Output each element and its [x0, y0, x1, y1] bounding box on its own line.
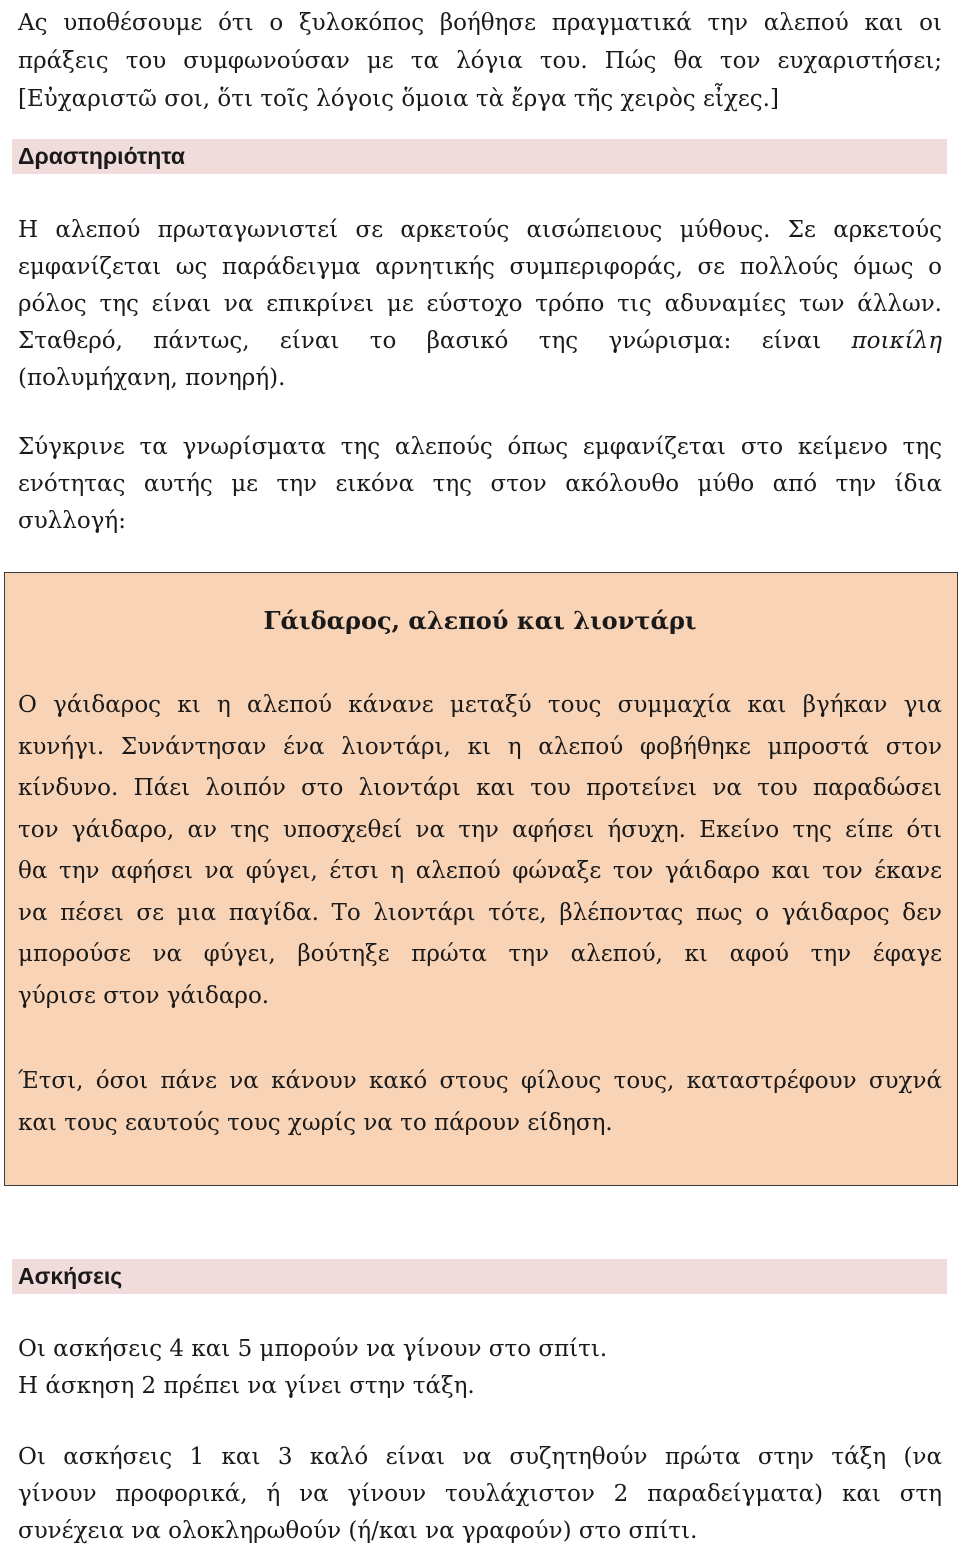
exercises-line: Η άσκηση 2 πρέπει να γίνει στην τάξη.	[18, 1373, 475, 1399]
activity-line: εμφανίζεται ως παράδειγμα αρνητικής συμπεριφοράς, σε πολλούς όμως ο	[18, 254, 942, 280]
activity-line: ενότητας αυτής με την εικόνα της στον ακόλουθο μύθο από την ίδια	[18, 471, 942, 497]
activity-line: συλλογή:	[18, 508, 126, 534]
fable-line: τον γάιδαρο, αν της υποσχεθεί να την αφήσει ήσυχη. Εκείνο της είπε ότι	[18, 816, 942, 843]
fable-line: μπορούσε να φύγει, βούτηξε πρώτα την αλεπού, κι αφού την έφαγε	[18, 941, 942, 967]
emphasis-word: ποικίλη	[851, 328, 942, 354]
fable-title: Γάιδαρος, αλεπού και λιοντάρι	[263, 606, 697, 635]
activity-line: (πολυμήχανη, πονηρή).	[18, 365, 286, 391]
activity-line-text: Σταθερό, πάντως, είναι το βασικό της γνώρισμα: είναι	[18, 328, 852, 354]
intro-line-greek-quote: [Εὐχαριστῶ σοι, ὅτι τοῖς λόγοις ὅμοια τὰ ἔργα τῆς χειρὸς εἶχες.]	[18, 86, 779, 112]
activity-heading	[12, 139, 947, 174]
exercises-line: Οι ασκήσεις 1 και 3 καλό είναι να συζητηθούν πρώτα στην τάξη (να	[18, 1444, 942, 1470]
intro-line: Ας υποθέσουμε ότι ο ξυλοκόπος βοήθησε πραγματικά την αλεπού και οι	[18, 10, 942, 36]
intro-paragraph	[18, 4, 942, 118]
exercises-heading	[12, 1259, 947, 1294]
moral-line: Έτσι, όσοι πάνε να κάνουν κακό στους φίλους τους, καταστρέφουν συχνά	[18, 1068, 942, 1094]
activity-line: Σύγκρινε τα γνωρίσματα της αλεπούς όπως εμφανίζεται στο κείμενο της	[18, 434, 942, 460]
exercises-paragraph-1	[18, 1331, 942, 1405]
intro-line: πράξεις του συμφωνούσαν με τα λόγια του. Πώς θα τον ευχαριστήσει;	[18, 48, 942, 74]
fable-line: να πέσει σε μια παγίδα. Το λιοντάρι τότε, βλέποντας πως ο γάιδαρος δεν	[18, 899, 942, 926]
fable-line: κυνήγι. Συνάντησαν ένα λιοντάρι, κι η αλεπού φοβήθηκε μπροστά στον	[18, 733, 942, 760]
exercises-line: συνέχεια να ολοκληρωθούν (ή/και να γραφούν) στο σπίτι.	[18, 1518, 698, 1544]
fable-line: κίνδυνο. Πάει λοιπόν στο λιοντάρι και του προτείνει να του παραδώσει	[18, 775, 942, 801]
activity-heading-text: Δραστηριότητα	[18, 143, 186, 169]
fable-text	[18, 685, 942, 1017]
activity-line-with-emphasis	[18, 323, 942, 360]
moral-line: και τους εαυτούς τους χωρίς να το πάρουν είδηση.	[18, 1109, 613, 1136]
activity-paragraph-2	[18, 429, 942, 540]
fable-line: θα την αφήσει να φύγει, έτσι η αλεπού φώναξε τον γάιδαρο και τον έκανε	[18, 858, 942, 884]
fable-line: γύρισε στον γάιδαρο.	[18, 982, 270, 1009]
exercises-heading-text: Ασκήσεις	[18, 1263, 123, 1289]
exercises-line: Οι ασκήσεις 4 και 5 μπορούν να γίνουν στο σπίτι.	[18, 1336, 608, 1362]
exercises-line: γίνουν προφορικά, ή να γίνουν τουλάχιστον 2 παραδείγματα) και στη	[18, 1481, 942, 1507]
activity-line: Η αλεπού πρωταγωνιστεί σε αρκετούς αισώπειους μύθους. Σε αρκετούς	[18, 217, 942, 243]
fable-moral	[18, 1061, 942, 1144]
fable-line: Ο γάιδαρος κι η αλεπού κάνανε μεταξύ τους συμμαχία και βγήκαν για	[18, 692, 942, 718]
activity-paragraph-1	[18, 212, 942, 397]
exercises-paragraph-2	[18, 1439, 942, 1550]
activity-line: ρόλος της είναι να επικρίνει με εύστοχο τρόπο τις αδυναμίες των άλλων.	[18, 291, 942, 317]
